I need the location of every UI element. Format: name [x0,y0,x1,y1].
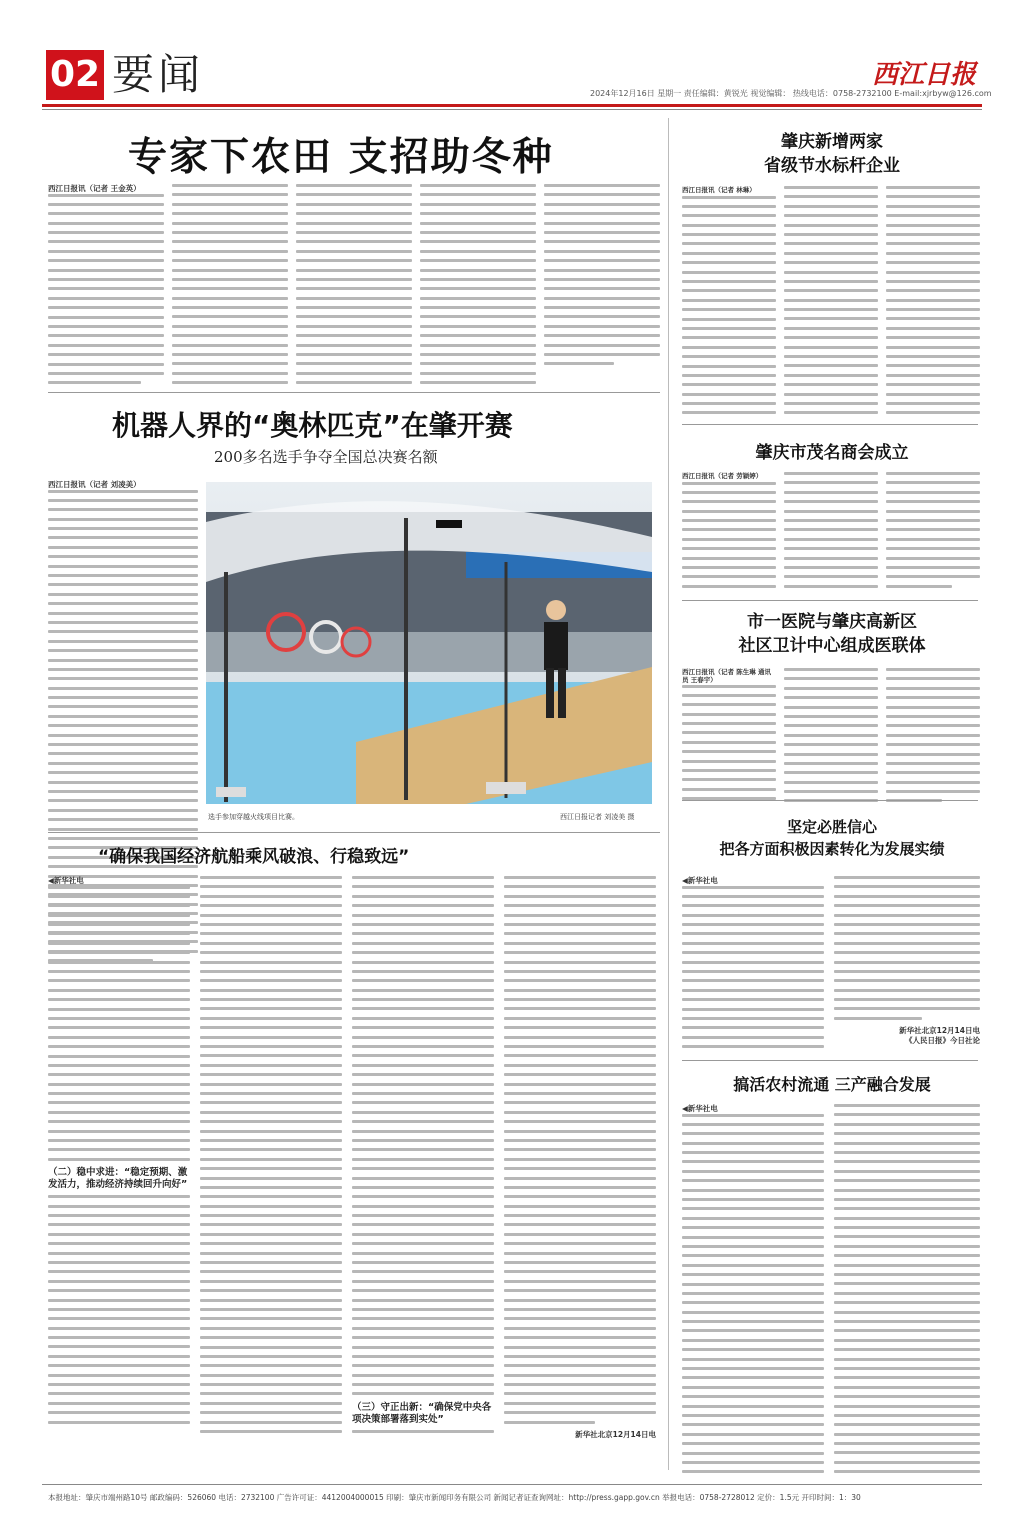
drone-race-illustration [206,482,652,804]
article-body-rural: ◀新华社电 [682,1104,824,1480]
article-headline-robot: 机器人界的“奥林匹克”在肇开赛 [112,409,513,442]
footer-rule [42,1484,982,1485]
article-headline-confidence: 坚定必胜信心 把各方面积极因素转化为发展实绩 [719,818,945,858]
signoff-economy: 新华社北京12月14日电 [575,1430,656,1440]
separator [682,600,978,601]
newspaper-logo: 西江日报 [871,60,976,90]
photo-credit: 西江日报记者 刘凌美 摄 [560,813,635,821]
separator [682,1060,978,1061]
photo-caption: 选手参加穿越火线项目比赛。 [208,813,299,821]
article-body-economy: ◀新华社电 （二）稳中求进：“稳定预期、激发活力，推动经济持续回升向好” [48,876,190,1430]
photo-drone-race [206,482,652,804]
source-confidence: 《人民日报》今日社论 [905,1036,980,1046]
footer-info: 本报地址：肇庆市端州路10号 邮政编码：526060 电话：2732100 广告许可证：4412004000015 印刷：肇庆市新闻印务有限公司 新闻记者证查询网址：http://press.gapp.gov.cn 举报电话：0758-2728012 定价：1.5元 开印时间：1：30 [48,1493,861,1502]
article-subhead-robot: 200多名选手争夺全国总决赛名额 [214,448,438,466]
section-name: 要闻 [112,50,205,99]
separator [682,424,978,425]
separator [48,832,660,833]
separator [682,800,978,801]
separator [48,392,660,393]
column-divider [668,118,669,1470]
section-heading-implementation: （三）守正出新：“确保党中央各项决策部署落到实处” [352,1401,492,1425]
article-body-robot: 西江日报讯（记者 刘凌美） [48,480,198,968]
article-body-confidence: ◀新华社电 [682,876,824,1055]
article-body-chamber: 西江日报讯（记者 劳颖婷） [682,472,776,594]
article-headline-water: 肇庆新增两家 省级节水标杆企业 [764,132,900,176]
article-body-water: 西江日报讯（记者 林琳） [682,186,776,421]
article-headline-farming: 专家下农田 支招助冬种 [128,135,554,180]
page-number: 02 [46,50,104,100]
masthead [42,44,992,104]
masthead-rule-thin [42,109,982,110]
issue-meta: 2024年12月16日 星期一 责任编辑：黄锐光 视觉编辑： 热线电话：0758-2732100 E-mail:xjrbyw@126.com [590,89,992,98]
article-headline-economy: “确保我国经济航船乘风破浪、行稳致远” [98,847,410,867]
article-headline-hospital: 市一医院与肇庆高新区 社区卫计中心组成医联体 [738,612,926,656]
article-headline-chamber: 肇庆市茂名商会成立 [755,443,909,463]
masthead-rule [42,104,982,107]
article-headline-rural: 搞活农村流通 三产融合发展 [733,1075,931,1094]
article-body-hospital: 西江日报讯（记者 陈生琳 通讯员 王春宇） [682,668,776,807]
section-heading-stability: （二）稳中求进：“稳定预期、激发活力，推动经济持续回升向好” [48,1167,188,1191]
signoff-confidence: 新华社北京12月14日电 [899,1026,980,1036]
article-body-farming: 西江日报讯（记者 王金英） [48,184,164,391]
